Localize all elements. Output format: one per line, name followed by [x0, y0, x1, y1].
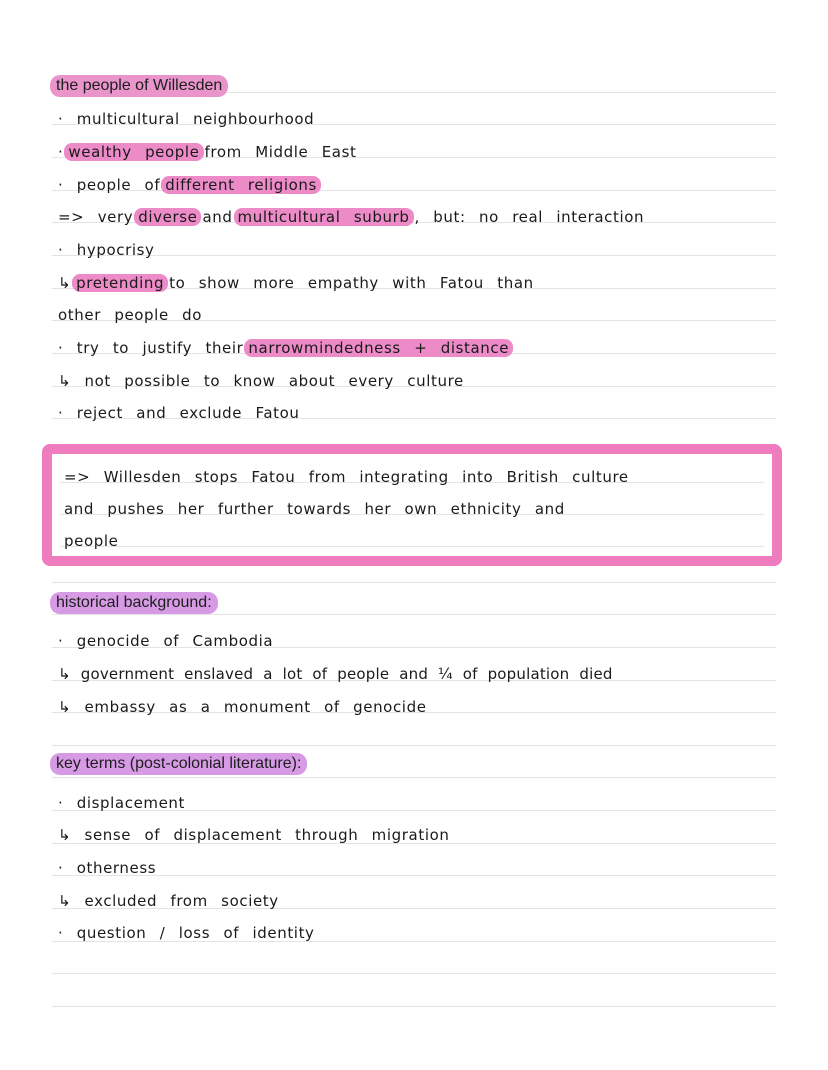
note-line: [64, 524, 762, 550]
rule-line: [52, 777, 776, 778]
highlight: pretending: [72, 274, 168, 292]
note-text: and pushes her further towards her own ethnicity and: [64, 500, 565, 518]
highlight: diverse: [134, 208, 201, 226]
note-line: [58, 786, 780, 812]
note-line: [58, 168, 780, 194]
note-line: [58, 135, 780, 161]
note-line: [58, 233, 780, 259]
note-line: [58, 396, 780, 422]
note-text: ↳ excluded from society: [58, 892, 279, 910]
note-line: [58, 298, 780, 324]
note-text: => very: [58, 208, 134, 226]
note-text: · question / loss of identity: [58, 924, 315, 942]
note-text: ↳ not possible to know about every culture: [58, 372, 464, 390]
note-line: [64, 492, 762, 518]
note-line: [58, 884, 780, 910]
note-text: · multicultural neighbourhood: [58, 110, 315, 128]
note-line: [58, 364, 780, 390]
note-line: [58, 818, 780, 844]
section-heading-key-terms: key terms (post-colonial literature):: [50, 753, 307, 775]
note-text: people: [64, 532, 119, 550]
note-line: [58, 266, 780, 292]
note-text: · otherness: [58, 859, 157, 877]
highlight: wealthy people: [64, 143, 203, 161]
note-line: [58, 916, 780, 942]
note-text: from Middle East: [204, 143, 357, 161]
note-line: [64, 460, 762, 486]
note-text: · displacement: [58, 794, 186, 812]
highlight: multicultural suburb: [234, 208, 414, 226]
note-text: · hypocrisy: [58, 241, 155, 259]
rule-line: [52, 973, 776, 974]
note-text: · reject and exclude Fatou: [58, 404, 300, 422]
rule-line: [52, 614, 776, 615]
note-line: [58, 624, 780, 650]
note-text: , but: no real interaction: [414, 208, 645, 226]
note-line: [58, 102, 780, 128]
rule-line: [52, 582, 776, 583]
highlight: different religions: [161, 176, 321, 194]
note-text: to show more empathy with Fatou than: [169, 274, 534, 292]
highlight: narrowmindedness + distance: [244, 339, 513, 357]
note-text: · try to justify their: [58, 339, 244, 357]
note-line: [58, 851, 780, 877]
note-text: ↳ sense of displacement through migration: [58, 826, 450, 844]
note-text: and: [202, 208, 233, 226]
note-text: · genocide of Cambodia: [58, 632, 274, 650]
note-line: [58, 657, 780, 683]
note-line: [58, 690, 780, 716]
note-text: · people of: [58, 176, 161, 194]
rule-line: [52, 745, 776, 746]
arrow-glyph: ↳: [58, 274, 72, 292]
note-text: ↳ government enslaved a lot of people and ¼ of population died: [58, 665, 613, 683]
note-line: [58, 331, 780, 357]
section-heading-willesden: the people of Willesden: [50, 75, 228, 97]
section-heading-historical: historical background:: [50, 592, 218, 614]
note-line: [58, 200, 780, 226]
bullet-dot: ·: [58, 143, 64, 161]
rule-line: [52, 1006, 776, 1007]
note-text: other people do: [58, 306, 203, 324]
note-text: => Willesden stops Fatou from integrating into British culture: [64, 468, 629, 486]
note-text: ↳ embassy as a monument of genocide: [58, 698, 427, 716]
conclusion-box: [42, 444, 782, 566]
